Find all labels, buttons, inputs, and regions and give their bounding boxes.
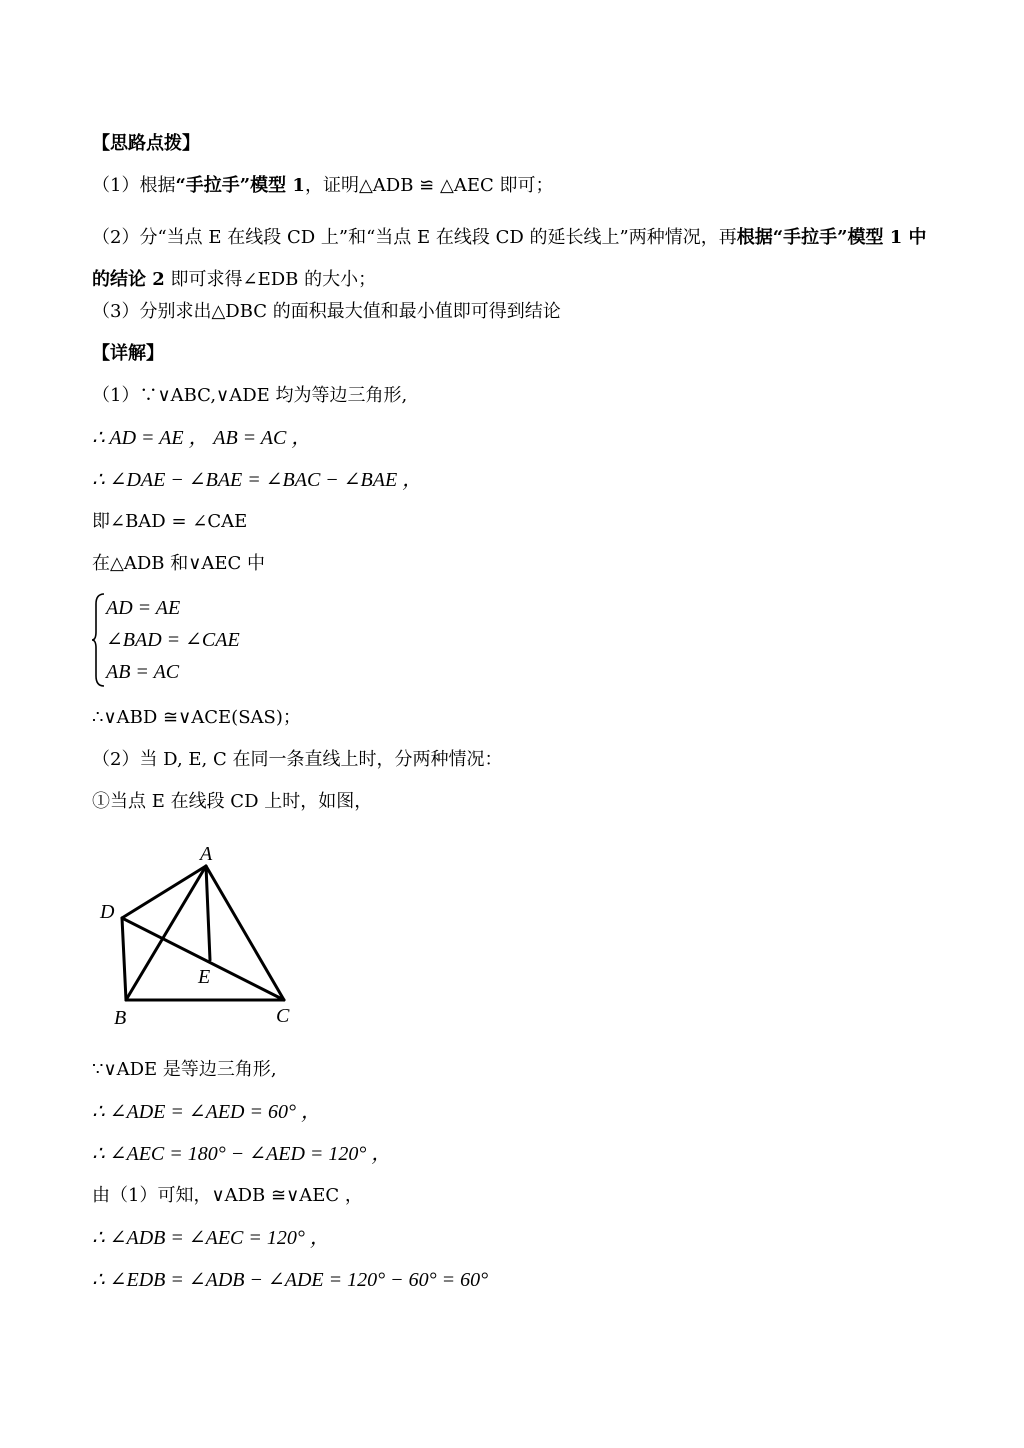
hint-step-1 xyxy=(92,174,553,198)
solution-line-10: ∴ ∠ADE = ∠AED = 60° ， xyxy=(92,1101,321,1123)
segment-ae xyxy=(206,866,210,960)
system-line-2: ∠BAD = ∠CAE xyxy=(106,629,240,651)
label-a: A xyxy=(200,843,213,865)
solution-line-14: ∴ ∠EDB = ∠ADB − ∠ADE = 120° − 60° = 60° xyxy=(92,1269,489,1291)
solution-line-2: ∴ AD = AE ， AB = AC ， xyxy=(92,427,312,449)
hint-step-1-model: “手拉手”模型 1 xyxy=(175,175,305,196)
hint-step-2-tail: 即可求得∠EDB 的大小； xyxy=(164,269,377,290)
solution-heading: 【详解】 xyxy=(92,343,164,364)
segment-db xyxy=(122,918,126,1000)
label-d: D xyxy=(100,901,115,923)
solution-line-12: 由（1）可知，∨ADB ≅∨AEC ， xyxy=(92,1185,363,1206)
solution-line-1: （1）∵∨ABC,∨ADE 均为等边三角形, xyxy=(92,385,408,406)
system-line-1: AD = AE xyxy=(106,597,181,619)
solution-line-6: ∴∨ABD ≅∨ACE(SAS)； xyxy=(92,707,301,728)
hint-heading: 【思路点拨】 xyxy=(92,133,200,154)
segment-ad xyxy=(122,866,206,918)
hint-step-2-model: 根据“手拉手”模型 1 中的结论 2 xyxy=(92,227,927,290)
solution-line-9: ∵∨ADE 是等边三角形, xyxy=(92,1059,277,1080)
brace-icon xyxy=(92,592,106,688)
geometry-figure xyxy=(94,838,304,1030)
segment-ab xyxy=(126,866,206,1000)
hint-step-2 xyxy=(92,217,932,301)
hint-step-1-tail: ，证明△ADB ≌ △AEC 即可； xyxy=(304,175,554,196)
label-e: E xyxy=(198,966,211,988)
label-b: B xyxy=(114,1007,127,1029)
system-line-3: AB = AC xyxy=(106,661,180,683)
solution-line-8: ①当点 E 在线段 CD 上时，如图， xyxy=(92,791,373,812)
solution-line-3: ∴ ∠DAE − ∠BAE = ∠BAC − ∠BAE ， xyxy=(92,469,423,491)
solution-line-13: ∴ ∠ADB = ∠AEC = 120° ， xyxy=(92,1227,330,1249)
solution-line-11: ∴ ∠AEC = 180° − ∠AED = 120° ， xyxy=(92,1143,392,1165)
hint-step-1-lead: （1）根据 xyxy=(92,175,176,196)
hint-step-3: （3）分别求出△DBC 的面积最大值和最小值即可得到结论 xyxy=(92,301,561,322)
hint-step-2-lead: （2）分“当点 E 在线段 CD 上”和“当点 E 在线段 CD 的延长线上”两种情况，再 xyxy=(92,227,737,248)
solution-line-7: （2）当 D, E, C 在同一条直线上时，分两种情况： xyxy=(92,749,503,770)
equation-system xyxy=(92,592,292,688)
solution-line-4: 即∠BAD = ∠CAE xyxy=(92,511,248,532)
solution-line-5: 在△ADB 和∨AEC 中 xyxy=(92,553,266,574)
label-c: C xyxy=(276,1005,290,1027)
